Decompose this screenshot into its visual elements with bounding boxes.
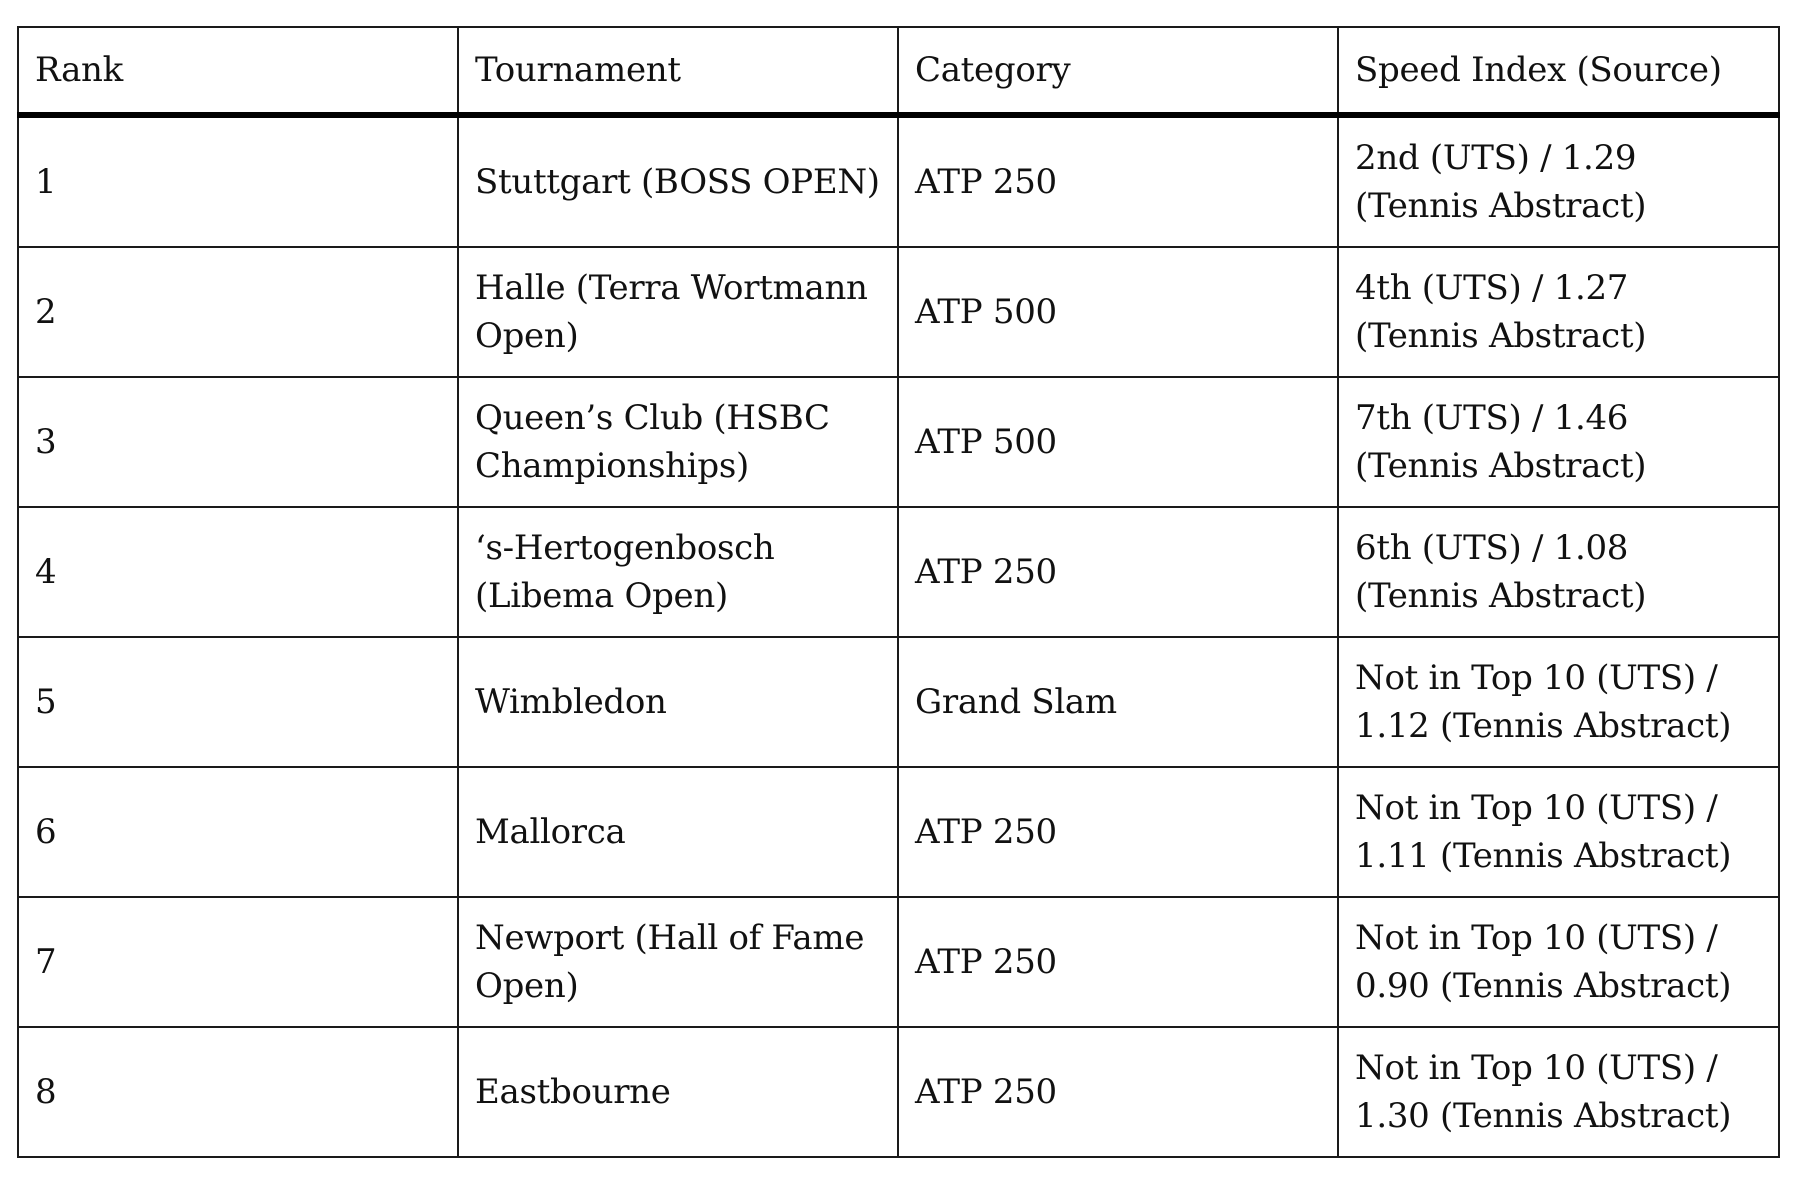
cell-speed-index: Not in Top 10 (UTS) / 0.90 (Tennis Abstract) [1338,897,1779,1027]
cell-rank: 3 [18,377,458,507]
table-row [18,377,1779,507]
cell-rank: 7 [18,897,458,1027]
cell-rank: 4 [18,507,458,637]
cell-category: ATP 250 [898,767,1338,897]
table-row [18,115,1779,247]
cell-speed-index: 2nd (UTS) / 1.29 (Tennis Abstract) [1338,115,1779,247]
cell-category: ATP 500 [898,247,1338,377]
cell-category: ATP 250 [898,1027,1338,1157]
cell-speed-index: 6th (UTS) / 1.08 (Tennis Abstract) [1338,507,1779,637]
cell-tournament: Mallorca [458,767,898,897]
cell-rank: 5 [18,637,458,767]
cell-speed-index: 4th (UTS) / 1.27 (Tennis Abstract) [1338,247,1779,377]
cell-tournament: Queen’s Club (HSBC Championships) [458,377,898,507]
header-speed-index: Speed Index (Source) [1338,27,1779,115]
header-category: Category [898,27,1338,115]
cell-speed-index: Not in Top 10 (UTS) / 1.12 (Tennis Abstract) [1338,637,1779,767]
cell-category: ATP 250 [898,897,1338,1027]
cell-tournament: Wimbledon [458,637,898,767]
cell-category: ATP 250 [898,507,1338,637]
table-header [18,27,1779,115]
cell-category: ATP 250 [898,115,1338,247]
cell-tournament: Halle (Terra Wortmann Open) [458,247,898,377]
cell-speed-index: 7th (UTS) / 1.46 (Tennis Abstract) [1338,377,1779,507]
cell-category: Grand Slam [898,637,1338,767]
table-row [18,1027,1779,1157]
cell-tournament: Stuttgart (BOSS OPEN) [458,115,898,247]
cell-tournament: Newport (Hall of Fame Open) [458,897,898,1027]
cell-tournament: Eastbourne [458,1027,898,1157]
cell-speed-index: Not in Top 10 (UTS) / 1.30 (Tennis Abstract) [1338,1027,1779,1157]
cell-rank: 8 [18,1027,458,1157]
cell-category: ATP 500 [898,377,1338,507]
table-row [18,507,1779,637]
cell-rank: 1 [18,115,458,247]
cell-rank: 6 [18,767,458,897]
table-row [18,897,1779,1027]
header-tournament: Tournament [458,27,898,115]
table-body [18,115,1779,1157]
tournament-speed-table-container [17,26,1778,1158]
cell-tournament: ‘s-Hertogenbosch (Libema Open) [458,507,898,637]
header-rank: Rank [18,27,458,115]
header-row [18,27,1779,115]
table-row [18,247,1779,377]
table-row [18,637,1779,767]
table-row [18,767,1779,897]
cell-rank: 2 [18,247,458,377]
tournament-speed-table [17,26,1780,1158]
cell-speed-index: Not in Top 10 (UTS) / 1.11 (Tennis Abstract) [1338,767,1779,897]
